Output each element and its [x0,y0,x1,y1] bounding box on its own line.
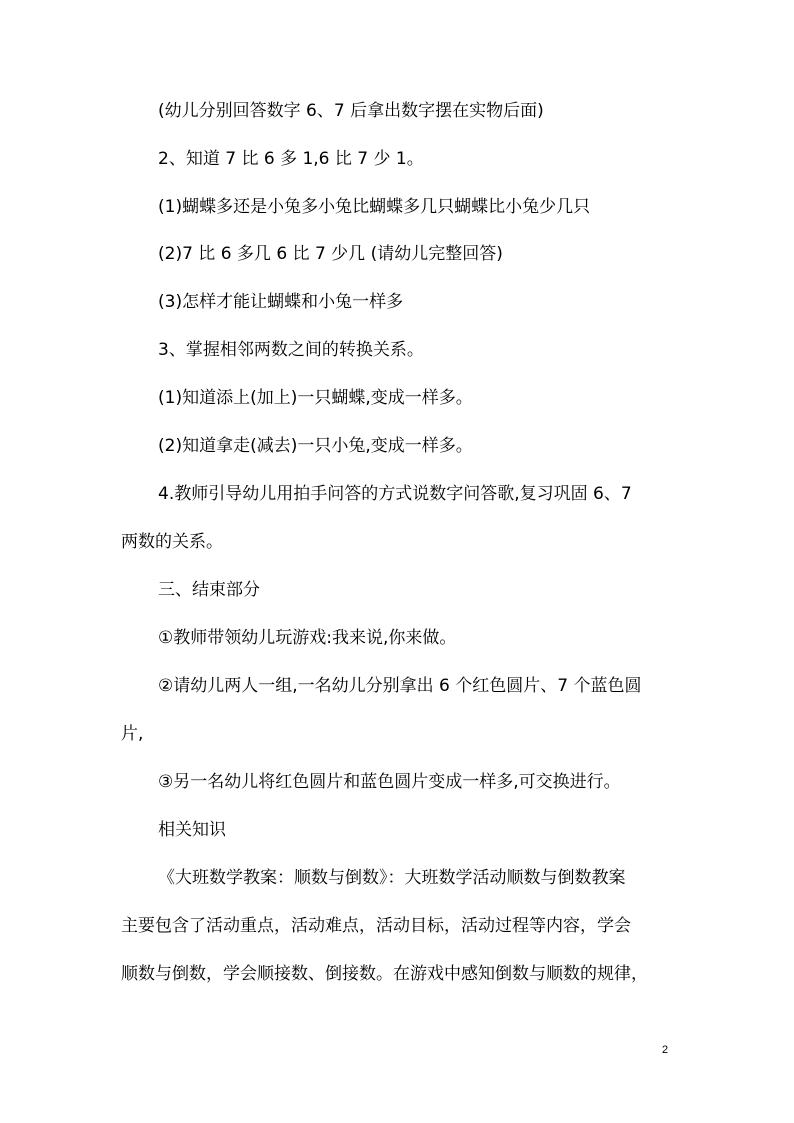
paragraph-line: ③另一名幼儿将红色圆片和蓝色圆片变成一样多,可交换进行。 [158,772,621,792]
paragraph-line: (2)知道拿走(减去)一只小兔,变成一样多。 [158,436,473,456]
paragraph-line: 主要包含了活动重点，活动难点，活动目标，活动过程等内容，学会 [121,916,631,936]
paragraph-line: 两数的关系。 [121,532,223,552]
paragraph-line: 顺数与倒数，学会顺接数、倒接数。在游戏中感知倒数与顺数的规律， [121,964,648,984]
section-heading: 3、掌握相邻两数之间的转换关系。 [158,340,424,360]
page-number: 2 [662,1044,669,1056]
paragraph-line: (1)蝴蝶多还是小兔多小兔比蝴蝶多几只蝴蝶比小兔少几只 [158,197,591,217]
paragraph-line: 《大班数学教案：顺数与倒数》：大班数学活动顺数与倒数教案 [158,868,626,888]
section-heading: 三、结束部分 [158,580,260,600]
paragraph-line: (2)7 比 6 多几 6 比 7 少几 (请幼儿完整回答) [158,244,503,264]
paragraph-line: 4.教师引导幼儿用拍手问答的方式说数字问答歌,复习巩固 6、7 [158,484,632,504]
paragraph-line: ②请幼儿两人一组,一名幼儿分别拿出 6 个红色圆片、7 个蓝色圆 [158,676,642,696]
paragraph-line: ①教师带领幼儿玩游戏:我来说,你来做。 [158,628,457,648]
paragraph-line: (3)怎样才能让蝴蝶和小兔一样多 [158,292,404,312]
paragraph-line: 片, [121,724,144,744]
paragraph-line: (1)知道添上(加上)一只蝴蝶,变成一样多。 [158,388,473,408]
paragraph-line: (幼儿分别回答数字 6、7 后拿出数字摆在实物后面) [158,101,544,121]
section-heading: 相关知识 [158,820,226,840]
section-heading: 2、知道 7 比 6 多 1,6 比 7 少 1。 [158,149,424,169]
